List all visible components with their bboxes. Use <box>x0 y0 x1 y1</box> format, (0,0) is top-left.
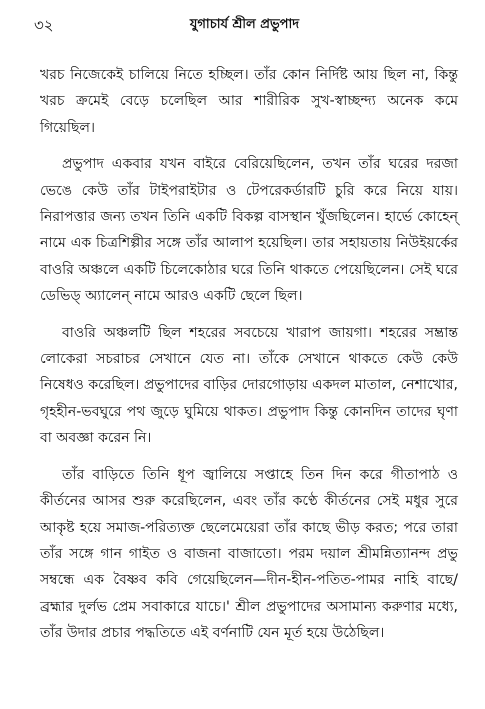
paragraph-4: তাঁর বাড়িতে তিনি ধূপ জ্বালিয়ে সপ্তাহে তিন দিন করে গীতাপাঠ ও কীর্তনের আসর শুরু করেছিলেন, এবং তাঁর কণ্ঠে কীর্তনের সেই মধুর সুরে আকৃষ্ট হয়ে সমাজ-পরিত্যক্ত ছেলেমেয়েরা তাঁর কাছে ভীড় করত; পরে তারা তাঁর সঙ্গে গান গাইত ও বাজনা বাজাতো। পরম দয়াল শ্রীমন্নিত্যানন্দ প্রভু সম্বন্ধে এক বৈষ্ণব কবি গেয়েছিলেন—দীন-হীন-পতিত-পামর নাহি বাছে/ ব্রহ্মার দুর্লভ প্রেম সবাকারে যাচে।' শ্রীল প্রভুপাদের অসামান্য করুণার মধ্যে, তাঁর উদার প্রচার পদ্ধতিতে এই বর্ণনাটি যেন মূর্ত হয়ে উঠেছিল। <box>40 466 458 642</box>
running-title: যুগাচার্য শ্রীল প্রভুপাদ <box>189 17 300 32</box>
paragraph-3: বাওরি অঞ্চলটি ছিল শহরের সবচেয়ে খারাপ জায়গা। শহরের সম্ভ্রান্ত লোকেরা সচরাচর সেখানে যেত না। তাঁকে সেখানে থাকতে কেউ কেউ নিষেধও করেছিল। প্রভুপাদের বাড়ির দোরগোড়ায় একদল মাতাল, নেশাখোর, গৃহহীন-ভবঘুরে পথ জুড়ে ঘুমিয়ে থাকত। প্রভুপাদ কিন্তু কোনদিন তাদের ঘৃণা বা অবজ্ঞা করেন নি। <box>40 324 458 447</box>
page-header <box>34 14 455 36</box>
paragraph-1: খরচ নিজেকেই চালিয়ে নিতে হচ্ছিল। তাঁর কোন নির্দিষ্ট আয় ছিল না, কিন্তু খরচ ক্রমেই বেড়ে চলেছিল আর শারীরিক সুখ-স্বাচ্ছন্দ্য অনেক কমে গিয়েছিল। <box>40 67 458 136</box>
body-text <box>40 62 458 657</box>
paragraph-2: প্রভুপাদ একবার যখন বাইরে বেরিয়েছিলেন, তখন তাঁর ঘরের দরজা ভেঙে কেউ তাঁর টাইপরাইটার ও টেপরেকর্ডারটি চুরি করে নিয়ে যায়। নিরাপত্তার জন্য তখন তিনি একটি বিকল্প বাসস্থান খুঁজছিলেন। হার্ভে কোহেন্ নামে এক চিত্রশিল্পীর সঙ্গে তাঁর আলাপ হয়েছিল। তার সহায়তায় নিউইয়র্কের বাওরি অঞ্চলে একটি চিলেকোঠার ঘরে তিনি থাকতে পেয়েছিলেন। সেই ঘরে ডেভিড্ অ্যালেন্ নামে আরও একটি ছেলে ছিল। <box>40 156 458 305</box>
page-number: ৩২ <box>34 16 54 34</box>
